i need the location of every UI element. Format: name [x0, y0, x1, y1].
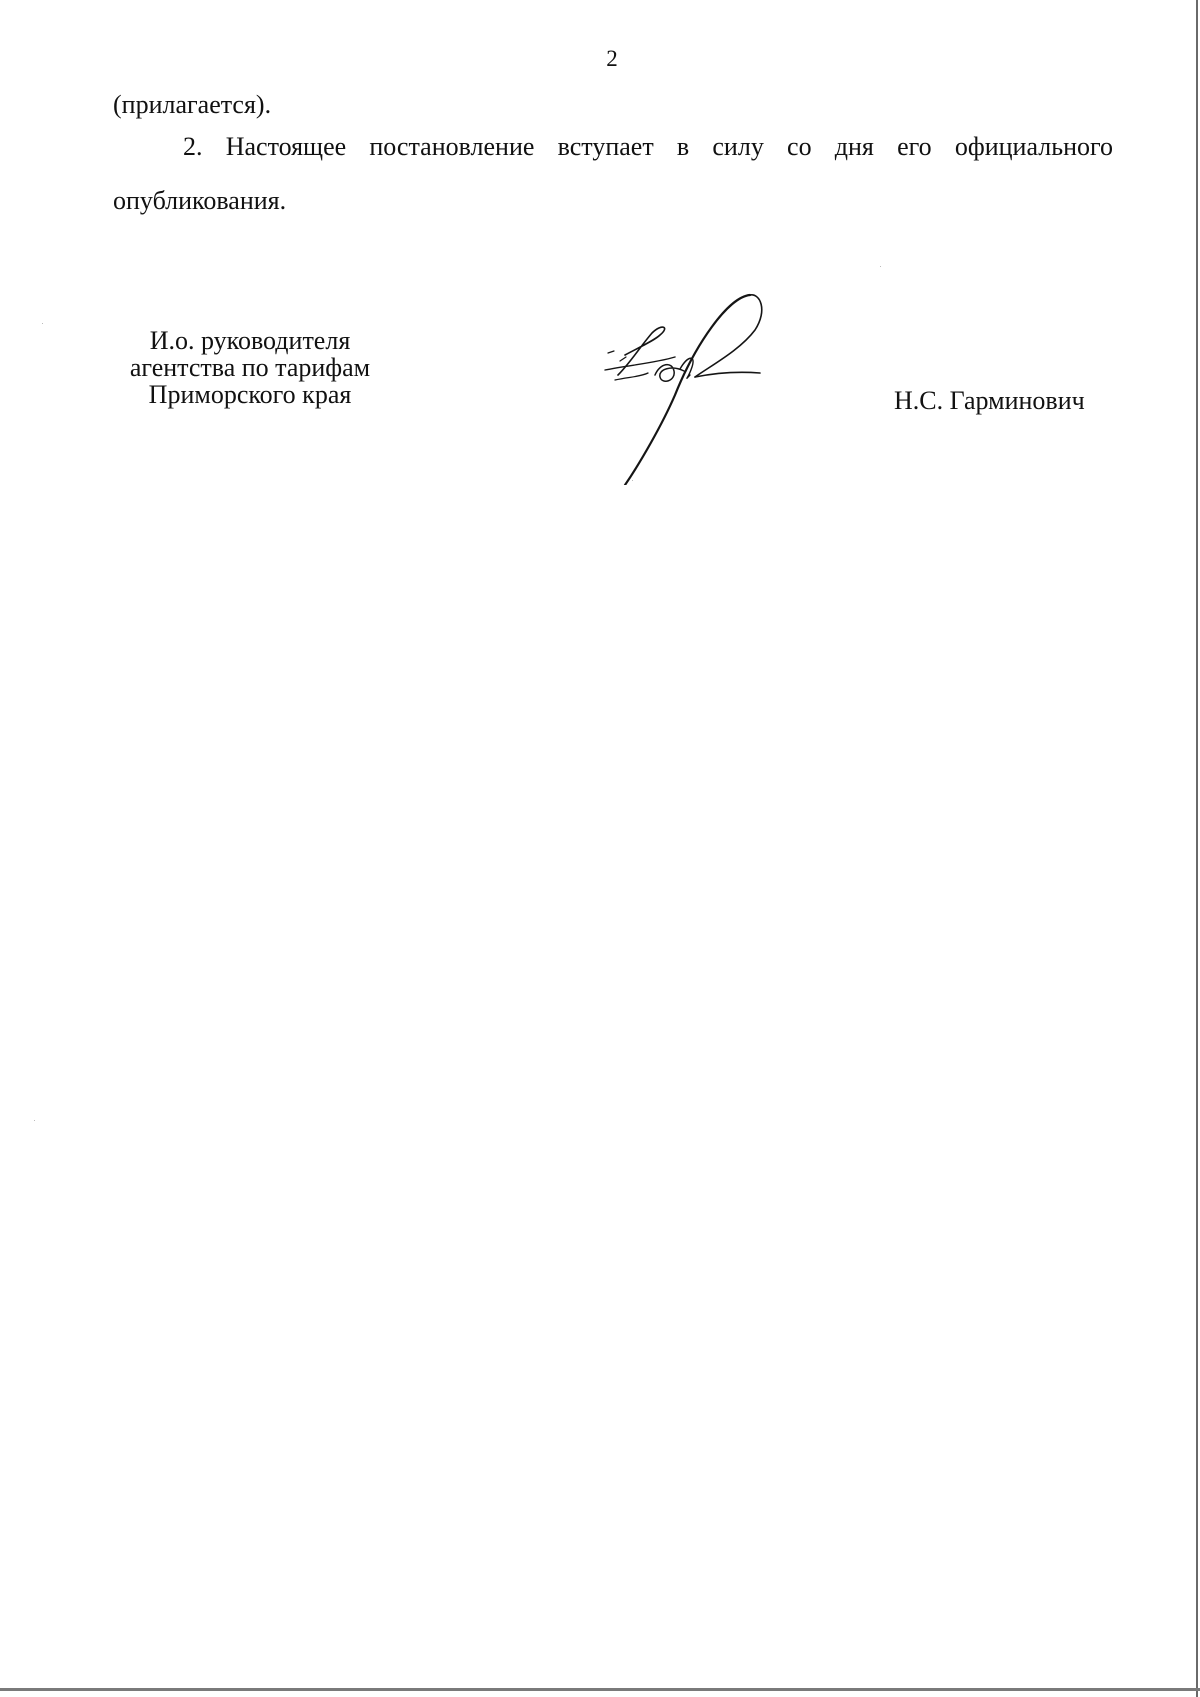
scan-speck — [880, 266, 881, 267]
handwritten-signature — [600, 285, 780, 485]
paragraph-effective-date: 2. Настоящее постановление вступает в силу со дня его официального — [183, 132, 1113, 161]
page-number: 2 — [606, 46, 618, 71]
signatory-title-line: агентства по тарифам — [129, 353, 371, 382]
scan-edge-bottom — [0, 1688, 1200, 1691]
paragraph-effective-date-continued: опубликования. — [113, 186, 287, 215]
scan-speck — [632, 480, 633, 481]
body-line-attached: (прилагается). — [113, 90, 272, 119]
signatory-title — [100, 327, 400, 408]
signatory-title-line: Приморского края — [148, 380, 352, 409]
scan-speck — [42, 323, 43, 324]
signatory-title-line: И.о. руководителя — [149, 326, 351, 355]
scan-speck — [34, 1120, 35, 1121]
scan-edge-right — [1196, 0, 1198, 1697]
signatory-name: Н.С. Гарминович — [894, 386, 1085, 415]
